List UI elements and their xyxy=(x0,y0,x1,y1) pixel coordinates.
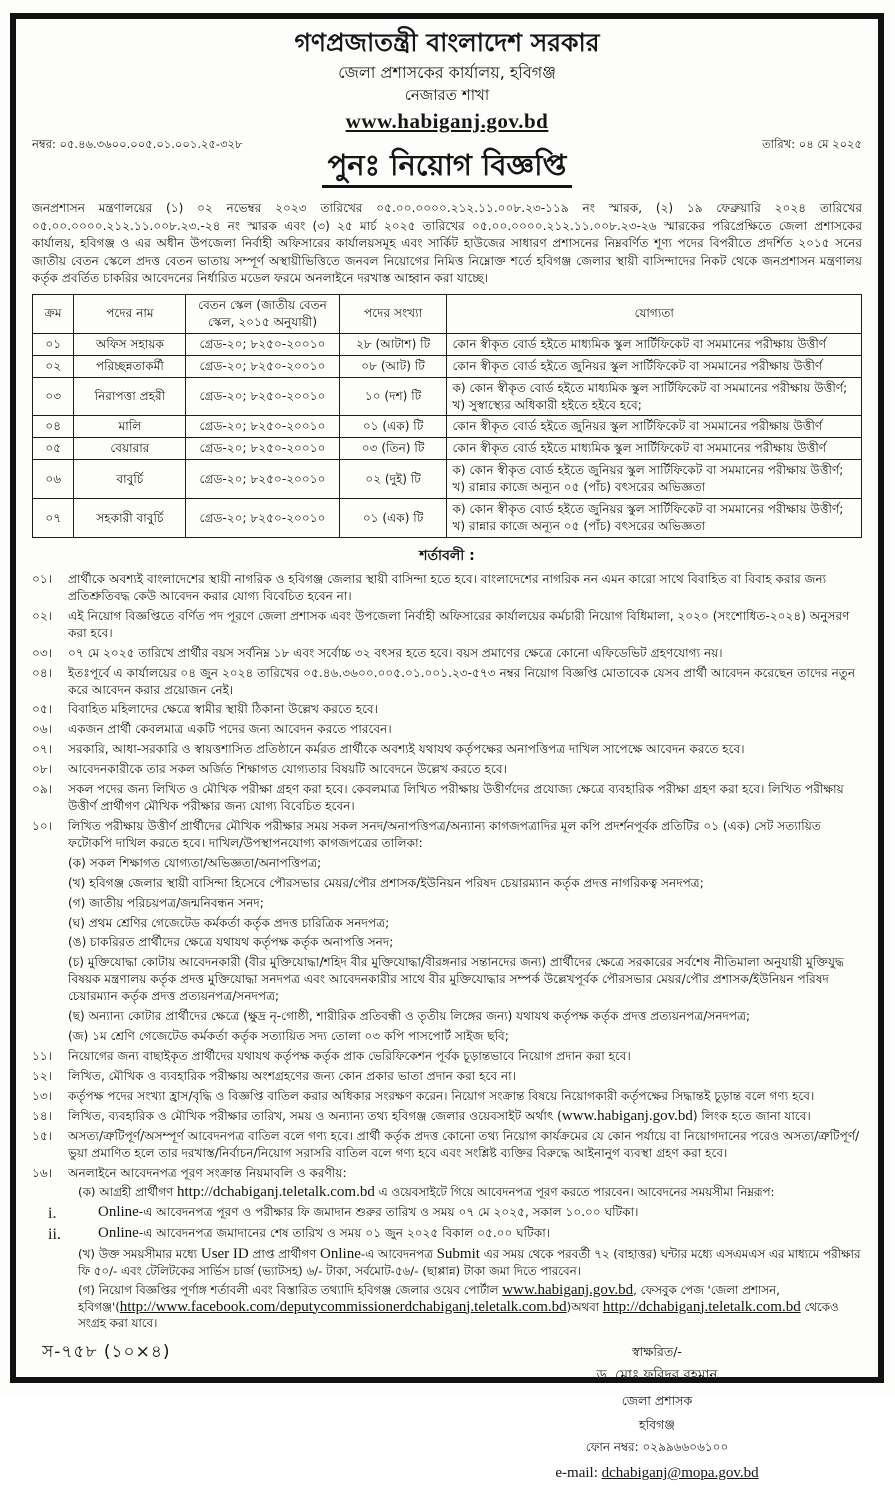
notice-title: পুনঃ নিয়োগ বিজ্ঞপ্তি xyxy=(322,148,573,188)
qualification-cell xyxy=(447,377,862,416)
inline-text: অসত্য/ত্রুটিপূর্ণ/অসম্পূর্ণ আবেদনপত্র বাতিল বলে গণ্য হবে। প্রার্থী কর্তৃক প্রদত্ত কোনো তথ্য নিয়োগ কার্যক্রমের যে কোন পর্যায়ে বা নিয়োগদানের পরেও অসত্য/ত্রুটিপূর্ণ/ভুয়া প্রমাণিত হলে তার দরখাস্ত/নির্বাচন/নিয়োগ সরাসরি বাতিল বলে গণ্য হবে এবং সংশ্লিষ্ট ব্যক্তির বিরুদ্ধে আইনানুগ ব্যবস্থা গ্রহণ করা হবে। xyxy=(68,1128,860,1160)
qualification-line: ক) কোন স্বীকৃত বোর্ড হইতে জুনিয়র স্কুল সার্টিফিকেট বা সমমানের পরীক্ষায় উত্তীর্ণ; xyxy=(452,463,844,478)
condition-item xyxy=(32,1008,862,1025)
issue-date: তারিখ: ০৪ মে ২০২৫ xyxy=(762,137,862,152)
inline-text: (ঙ) চাকরিরত প্রার্থীদের ক্ষেত্রে যথাযথ কর্তৃপক্ষ কর্তৃক অনাপত্তি সনদ; xyxy=(68,935,394,950)
condition-number: ০৩। xyxy=(32,645,53,660)
condition-item xyxy=(32,954,862,1005)
posts-table-head xyxy=(33,294,862,333)
signature-block xyxy=(492,1340,822,1488)
condition-text xyxy=(68,935,393,949)
condition-item xyxy=(32,761,862,778)
post-name: সহকারী বাবুর্চি xyxy=(74,499,186,538)
condition-item xyxy=(32,895,862,912)
qualification-line: খ) রান্নার কাজে অন্যূন ০৫ (পাঁচ) বৎসরের অভিজ্ঞতা xyxy=(452,480,706,495)
condition-item xyxy=(32,1204,862,1222)
government-title: গণপ্রজাতন্ত্রী বাংলাদেশ সরকার xyxy=(294,28,600,57)
table-row xyxy=(33,460,862,499)
qualification-cell xyxy=(447,333,862,355)
inline-text: আবেদনকারীকে তার সকল অর্জিত শিক্ষাগত যোগ্যতার বিষয়টি আবেদনে উল্লেখ করতে হবে। xyxy=(68,762,507,777)
phone-number: ফোন নম্বর: ০২৯৯৬৬০৬১০০ xyxy=(585,1440,729,1455)
inline-text: (গ) জাতীয় পরিচয়পত্র/জন্মনিবন্ধন সনদ; xyxy=(68,895,264,910)
condition-item xyxy=(32,934,862,951)
post-count: ০১ (এক) টি xyxy=(339,499,447,538)
inline-text: লিখিত পরীক্ষায় উত্তীর্ণ প্রার্থীদের মৌখিক পরীক্ষার সময় সকল সনদ/অনাপত্তিপত্র/অন্যান্য কাগজপত্রাদির মূল কপি প্রদর্শনপূর্বক প্রতিটির ০১ (এক) সেট সত্যায়িত ফটোকপি দাখিল করতে হবে। দাখিল/উপস্থাপনযোগ্য কাগজপত্রের তালিকা: xyxy=(68,818,821,850)
qualification-line: খ) সুস্বাস্থ্যের অধিকারী হইতে হইবে হবে; xyxy=(452,397,642,412)
inline-text: সরকারি, আধা-সরকারি ও স্বায়ত্তশাসিত প্রতিষ্ঠানে কর্মরত প্রার্থীকে অবশ্যই যথাযথ কর্তৃপক্ষের অনাপত্তিপত্র দাখিল সাপেক্ষে আবেদন করতে হবে। xyxy=(68,742,745,757)
condition-item xyxy=(32,1128,862,1162)
row-serial: ০২ xyxy=(33,355,74,377)
signed-label: স্বাক্ষরিত/- xyxy=(632,1343,682,1359)
condition-text xyxy=(78,1283,839,1330)
condition-number: ০৯। xyxy=(32,782,53,797)
row-serial: ০৫ xyxy=(33,438,74,460)
condition-text xyxy=(68,818,862,852)
inline-text: User ID xyxy=(200,1245,249,1262)
conditions-list xyxy=(32,571,862,1332)
inline-text: (ক) সকল শিক্ষাগত যোগ্যতা/অভিজ্ঞতা/অনাপত্তিপত্র; xyxy=(68,855,322,870)
pay-scale: গ্রেড-২০; ৮২৫০-২০০১০ xyxy=(186,499,339,538)
condition-number: ০৭। xyxy=(32,742,53,757)
post-name: নিরাপত্তা প্রহরী xyxy=(74,377,186,416)
inline-text: (খ) উক্ত সময়সীমার মধ্যে xyxy=(78,1246,201,1261)
condition-item xyxy=(32,1225,862,1243)
inline-text: কর্তৃপক্ষ পদের সংখ্যা হ্রাস/বৃদ্ধি ও বিজ্ঞপ্তি বাতিল করার অধিকার সংরক্ষণ করেন। নিয়োগ সংক্রান্ত বিষয়ে নিয়োগকারী কর্তৃপক্ষের সিদ্ধান্তই চূড়ান্ত বলে গণ্য হবে। xyxy=(68,1088,815,1103)
condition-number: ০৮। xyxy=(32,762,53,777)
footer-reference: স-৭৫৮ (১০×৪) xyxy=(42,1342,171,1362)
condition-text xyxy=(68,856,321,870)
inline-text: (ক) আগ্রহী প্রার্থীগণ xyxy=(78,1185,177,1200)
pay-scale: গ্রেড-২০; ৮২৫০-২০০১০ xyxy=(186,333,339,355)
inline-text: -এ আবেদনপত্র xyxy=(360,1246,437,1261)
condition-text xyxy=(68,1165,862,1182)
condition-text xyxy=(68,645,862,662)
inline-text: এর সময় থেকে পরবর্তী ৭২ (বাহাত্তর) ঘন্টার মধ্যে এসএমএস এর মাধ্যমে পরীক্ষার ফি ৫০/- এবং টেলিটকের সার্ভিস চার্জ (ভ্যাটসহ) ৬/- টাকা, সর্বমোট-৫৬/- (ছাপ্পান্ন) টাকা জমা দিতে পারবেন। xyxy=(78,1246,861,1278)
inline-text: একজন প্রার্থী কেবলমাত্র একটি পদের জন্য আবেদন করতে পারবেন। xyxy=(68,722,392,737)
inline-text: http://dchabiganj.teletalk.com.bd xyxy=(176,1184,375,1201)
intro-paragraph: জনপ্রশাসন মন্ত্রণালয়ের (১) ০২ নভেম্বর ২০২৩ তারিখের ০৫.০০.০০০০.২১২.১১.০০৮.২৩-১১৯ নং স্মারক, (২) ১৯ ফেব্রুয়ারি ২০২৪ তারিখের ০৫.০০.০০০০.২১২.১১.০০৮.২৩.-২৪ নং স্মারক এবং (৩) ২৫ মার্চ ২০২৫ তারিখের ০৫.০০.০০০০.২১২.১১.০০৮.২৩-২৬ স্মারকের পরিপ্রেক্ষিতে জেলা প্রশাসকের কার্যালয়, হবিগঞ্জ ও এর অধীন উপজেলা নির্বাহী অফিসারের কার্যালয়সমূহ এবং সার্কিট হাউজের সাধারণ প্রশাসনের নিম্নবর্ণিত শূণ্য পদের বিপরীতে প্রদর্শিত ২০১৫ সনের জাতীয় বেতন স্কেলে প্রদত্ত বেতন ভাতায় সম্পূর্ণ অস্থায়ীভিত্তিতে জনবল নিয়োগের নিমিত্ত নিম্নোক্ত শর্তে হবিগঞ্জ জেলার স্থায়ী বাসিন্দাদের নিকট থেকে জনপ্রশাসন মন্ত্রণালয় কর্তৃক প্রবর্তিত চাকরির আবেদনের নির্ধারিত মডেল ফরমে অনলাইনে দরখাস্ত আহ্বান করা যাচ্ছে। xyxy=(32,201,862,286)
inline-text: (খ) হবিগঞ্জ জেলার স্থায়ী বাসিন্দা হিসেবে পৌরসভার মেয়র/পৌর প্রশাসক/ইউনিয়ন পরিষদ চেয়ারম্যান কর্তৃক প্রদত্ত নাগরিকত্ব সনদপত্র; xyxy=(68,875,704,890)
condition-item xyxy=(32,665,862,699)
condition-item xyxy=(32,781,862,815)
table-row xyxy=(33,377,862,416)
post-count: ০৮ (আট) টি xyxy=(339,355,447,377)
signer-district: হবিগঞ্জ xyxy=(639,1416,675,1432)
pay-scale: গ্রেড-২০; ৮২৫০-২০০১০ xyxy=(186,377,339,416)
posts-table-body xyxy=(33,333,862,537)
qualification-cell xyxy=(447,355,862,377)
inline-text: (জ) ১ম শ্রেণি গেজেটেড কর্মকর্তা কর্তৃক সত্যায়িত সদ্য তোলা ০৩ কপি পাসপোর্ট সাইজ ছবি; xyxy=(68,1029,509,1044)
condition-number: ১৪। xyxy=(32,1108,53,1123)
pay-scale: গ্রেড-২০; ৮২৫০-২০০১০ xyxy=(186,438,339,460)
condition-item xyxy=(32,818,862,852)
inline-link[interactable]: www.habiganj.gov.bd xyxy=(502,1282,634,1299)
table-row xyxy=(33,438,862,460)
condition-text xyxy=(98,1204,862,1222)
qualification-cell xyxy=(447,416,862,438)
email-address[interactable]: dchabiganj@mopa.gov.bd xyxy=(601,1465,759,1482)
inline-text: , ফেসবুক পেজ 'জেলা প্রশাসন, হবিগঞ্জ'( xyxy=(78,1283,780,1314)
col-header-count: পদের সংখ্যা xyxy=(339,294,447,333)
condition-text xyxy=(98,1225,862,1243)
inline-link[interactable]: http://www.facebook.com/deputycommissionerdchabiganj.teletalk.com.bd xyxy=(119,1298,567,1315)
memo-number: নম্বর: ০৫.৪৬.৩৬০০.০০৫.০১.০০১.২৫-৩২৮ xyxy=(32,137,243,152)
post-count: ০১ (এক) টি xyxy=(339,416,447,438)
condition-item xyxy=(32,1088,862,1105)
signer-designation: জেলা প্রশাসক xyxy=(621,1392,693,1408)
condition-item xyxy=(32,855,862,872)
condition-item xyxy=(32,1184,862,1201)
post-count: ২৮ (আটাশ) টি xyxy=(339,333,447,355)
row-serial: ০১ xyxy=(33,333,74,355)
row-serial: ০৩ xyxy=(33,377,74,416)
condition-text xyxy=(68,916,389,930)
condition-text xyxy=(68,1048,862,1065)
qualification-line: কোন স্বীকৃত বোর্ড হইতে মাধ্যমিক স্কুল সার্টিফিকেট বা সমমানের পরীক্ষায় উত্তীর্ণ xyxy=(452,336,827,351)
signer-name: ড. মোঃ ফরিদুর রহমান xyxy=(596,1367,718,1384)
inline-text: এ ওয়েবসাইটে গিয়ে আবেদনপত্র পূরণ করতে পারবেন। আবেদনের সময়সীমা নিম্নরূপ: xyxy=(374,1185,775,1200)
col-header-post: পদের নাম xyxy=(74,294,186,333)
inline-text: নিয়োগের জন্য বাছাইকৃত প্রার্থীদের যথাযথ কর্তৃপক্ষ কর্তৃক প্রাক ভেরিফিকেশন পূর্বক চূড়ান্তভাবে নিয়োগ প্রদান করা হবে। xyxy=(68,1049,631,1064)
condition-item xyxy=(32,875,862,892)
condition-number: ০২। xyxy=(32,608,53,623)
post-count: ১০ (দশ) টি xyxy=(339,377,447,416)
condition-text xyxy=(68,1128,862,1162)
post-name: বাবুর্চি xyxy=(74,460,186,499)
inline-text: (ছ) অন্যান্য কোটার প্রার্থীদের ক্ষেত্রে (ক্ষুদ্র নৃ-গোষ্ঠী, শারীরিক প্রতিবন্ধী ও তৃতীয় লিঙ্গের জন্য) যথাযথ কর্তৃপক্ষ কর্তৃক প্রদত্ত প্রত্যয়নপত্র/সনদপত্র; xyxy=(68,1009,751,1024)
condition-text xyxy=(68,1068,862,1085)
condition-item xyxy=(32,1246,862,1279)
condition-text xyxy=(68,721,862,738)
condition-item xyxy=(32,1068,862,1085)
inline-text: ০৭ মে ২০২৫ তারিখে প্রার্থীর বয়স সর্বনিম্ন ১৮ এবং সর্বোচ্চ ৩২ বৎসর হতে হবে। বয়স প্রমাণের ক্ষেত্রে কোনো এফিডেভিট গ্রহণযোগ্য নয়। xyxy=(68,645,723,660)
inline-text: প্রাপ্ত প্রার্থীগণ xyxy=(248,1246,321,1261)
inline-text: -এ আবেদনপত্র জমাদানের শেষ তারিখ ও সময় ০১ জুন ২০২৫ বিকাল ০৫.০০ ঘটিকা। xyxy=(138,1225,551,1240)
inline-link[interactable]: http://dchabiganj.teletalk.com.bd xyxy=(602,1298,801,1315)
condition-item xyxy=(32,1165,862,1182)
table-row xyxy=(33,333,862,355)
condition-number: ১৩। xyxy=(32,1088,53,1103)
row-serial: ০৪ xyxy=(33,416,74,438)
condition-text xyxy=(68,761,862,778)
condition-number: ০১। xyxy=(32,571,53,586)
row-serial: ০৭ xyxy=(33,499,74,538)
post-name: অফিস সহায়ক xyxy=(74,333,186,355)
condition-text xyxy=(68,665,862,699)
condition-text xyxy=(68,571,862,605)
condition-item xyxy=(32,1028,862,1045)
qualification-line: কোন স্বীকৃত বোর্ড হইতে জুনিয়র স্কুল সার্টিফিকেট বা সমমানের পরীক্ষায় উত্তীর্ণ xyxy=(452,358,823,373)
table-header-row xyxy=(33,294,862,333)
inline-text: Online xyxy=(98,1224,139,1241)
condition-item xyxy=(32,915,862,932)
email-label: e-mail: xyxy=(555,1465,602,1482)
website-link[interactable]: www.habiganj.gov.bd xyxy=(345,109,549,133)
post-name: পরিচ্ছন্নতাকর্মী xyxy=(74,355,186,377)
condition-text xyxy=(68,1108,862,1125)
condition-item xyxy=(32,701,862,718)
document-header xyxy=(32,27,862,134)
condition-text xyxy=(68,781,862,815)
condition-number: i. xyxy=(48,1204,57,1222)
inline-text: (চ) মুক্তিযোদ্ধা কোটায় আবেদনকারী (বীর মুক্তিযোদ্ধা/শহিদ বীর মুক্তিযোদ্ধা/বীরঙ্গনার সন্তানদের জন্য) প্রার্থীদের ক্ষেত্রে সরকারের সর্বশেষ নীতিমালা অনুযায়ী মুক্তিযুদ্ধ বিষয়ক মন্ত্রণালয় কর্তৃক প্রদত্ত মুক্তিযোদ্ধা সনদপত্র এবং আবেদনকারীর সাথে বীর মুক্তিযোদ্ধার সম্পর্ক উল্লেখপূর্বক পৌরসভার মেয়র/পৌর প্রশাসক/ইউনিয়ন পরিষদ চেয়ারম্যান কর্তৃক প্রদত্ত প্রত্যয়নপত্র/সনদপত্র; xyxy=(68,955,844,1004)
qualification-cell xyxy=(447,460,862,499)
condition-text xyxy=(68,955,844,1003)
condition-item xyxy=(32,721,862,738)
inline-text: সকল পদের জন্য লিখিত ও মৌখিক পরীক্ষা গ্রহণ করা হবে। কেবলমাত্র লিখিত পরীক্ষায় উত্তীর্ণদের প্রযোজ্য ক্ষেত্রে ব্যবহারিক পরীক্ষা গ্রহণ করা হবে। লিখিত পরীক্ষায় উত্তীর্ণ প্রার্থীগণ মৌখিক পরীক্ষার জন্য যোগ্য বিবেচিত হবেন। xyxy=(68,782,844,814)
condition-number: ০৬। xyxy=(32,722,53,737)
condition-text xyxy=(68,608,862,642)
email-line xyxy=(492,1459,822,1488)
condition-item xyxy=(32,571,862,605)
condition-number: ০৪। xyxy=(32,665,53,680)
post-count: ০২ (দুই) টি xyxy=(339,460,447,499)
col-header-serial: ক্রম xyxy=(33,294,74,333)
condition-number: ১১। xyxy=(32,1049,53,1064)
inline-text: -এ আবেদনপত্র পূরণ ও পরীক্ষার ফি জমাদান শুরুর তারিখ ও সময় ০৭ মে ২০২৫, সকাল ১০.০০ ঘটিকা। xyxy=(138,1204,639,1219)
table-row xyxy=(33,499,862,538)
post-count: ০৩ (তিন) টি xyxy=(339,438,447,460)
condition-number: ii. xyxy=(48,1225,61,1243)
pay-scale: গ্রেড-২০; ৮২৫০-২০০১০ xyxy=(186,416,339,438)
inline-text: Online xyxy=(98,1203,139,1220)
posts-table xyxy=(32,294,862,538)
post-name: বেয়ারার xyxy=(74,438,186,460)
condition-item xyxy=(32,608,862,642)
document-frame xyxy=(10,13,884,1482)
inline-text: থেকেও সংগ্রহ করা যাবে। xyxy=(78,1299,839,1331)
condition-item xyxy=(32,1108,862,1125)
condition-number: ১০। xyxy=(32,818,53,833)
inline-text: (ঘ) প্রথম শ্রেণির গেজেটেড কর্মকর্তা কর্তৃক প্রদত্ত চারিত্রিক সনদপত্র; xyxy=(68,915,390,930)
condition-number: ১৬। xyxy=(32,1165,53,1180)
inline-text: www.habiganj.gov.bd xyxy=(561,1107,693,1124)
condition-item xyxy=(32,741,862,758)
table-row xyxy=(33,355,862,377)
condition-number: ০৫। xyxy=(32,702,53,717)
inline-text: ইতঃপূর্বে এ কার্যালয়ের ০৪ জুন ২০২৪ তারিখের ০৫.৪৬.৩৬০০.০০৫.০১.০০১.২৩-৫৭৩ নম্বর নিয়োগ বিজ্ঞপ্তি মোতাবেক যেসব প্রার্থী আবেদন করেছেন তাদের নতুন করে আবেদন করার প্রয়োজন নেই। xyxy=(68,665,856,697)
inline-text: এই নিয়োগ বিজ্ঞপ্তিতে বর্ণিত পদ পূরণে জেলা প্রশাসক এবং উপজেলা নির্বাহী অফিসারের কার্যালয়ের কর্মচারী নিয়োগ বিধিমালা, ২০২০ (সংশোধিত-২০২৪) অনুসরণ করা হবে। xyxy=(68,608,850,640)
inline-text: লিখিত, ব্যবহারিক ও মৌখিক পরীক্ষার তারিখ, সময় ও অন্যান্য তথ্য হবিগঞ্জ জেলার ওয়েবসাইট অর্থাৎ ( xyxy=(68,1108,562,1123)
qualification-line: ক) কোন স্বীকৃত বোর্ড হইতে জুনিয়র স্কুল সার্টিফিকেট বা সমমানের পরীক্ষায় উত্তীর্ণ; xyxy=(452,502,844,517)
inline-text: প্রার্থীকে অবশ্যই বাংলাদেশের স্থায়ী নাগরিক ও হবিগঞ্জ জেলার স্থায়ী বাসিন্দা হতে হবে। বাংলাদেশের নাগরিক নন এমন কারো সাথে বিবাহিত বা বিবাহ করার জন্য প্রতিশ্রুতিবদ্ধ কেউ আবেদন করার যোগ্য বিবেচিত হবেন না। xyxy=(68,571,827,603)
inline-text: ) লিংক হতে জানা যাবে। xyxy=(692,1108,811,1123)
inline-text: )অথবা xyxy=(566,1299,603,1314)
office-name: জেলা প্রশাসকের কার্যালয়, হবিগঞ্জ xyxy=(338,63,556,83)
condition-text xyxy=(68,896,264,910)
qualification-cell xyxy=(447,499,862,538)
table-row xyxy=(33,416,862,438)
inline-text: Online xyxy=(320,1245,361,1262)
qualification-line: কোন স্বীকৃত বোর্ড হইতে জুনিয়র স্কুল সার্টিফিকেট বা সমমানের পরীক্ষায় উত্তীর্ণ xyxy=(452,419,823,434)
condition-item xyxy=(32,1282,862,1332)
conditions-heading: শর্তাবলী : xyxy=(419,547,475,564)
condition-text xyxy=(68,1088,862,1105)
qualification-line: কোন স্বীকৃত বোর্ড হইতে মাধ্যমিক স্কুল সার্টিফিকেট বা সমমানের পরীক্ষায় উত্তীর্ণ xyxy=(452,441,827,456)
condition-text xyxy=(68,741,862,758)
condition-text xyxy=(78,1185,775,1199)
condition-text xyxy=(78,1247,860,1278)
condition-item xyxy=(32,1048,862,1065)
inline-text: লিখিত, মৌখিক ও ব্যবহারিক পরীক্ষায় অংশগ্রহণের জন্য কোন প্রকার ভাতা প্রদান করা হবে না। xyxy=(68,1068,516,1083)
inline-text: (গ) নিয়োগ বিজ্ঞপ্তির পূর্ণাঙ্গ শর্তাবলী এবং বিস্তারিত তথ্যাদি হবিগঞ্জ জেলার ওয়েব পোর্টাল xyxy=(78,1283,503,1298)
qualification-line: খ) রান্নার কাজে অন্যূন ০৫ (পাঁচ) বৎসরের অভিজ্ঞতা xyxy=(452,519,706,534)
col-header-scale: বেতন স্কেল (জাতীয় বেতন স্কেল, ২০১৫ অনুযায়ী) xyxy=(186,294,339,333)
inline-text: অনলাইনে আবেদনপত্র পূরণ সংক্রান্ত নিয়মাবলি ও করণীয়: xyxy=(68,1165,347,1180)
post-name: মালি xyxy=(74,416,186,438)
qualification-line: ক) কোন স্বীকৃত বোর্ড হইতে মাধ্যমিক স্কুল সার্টিফিকেট বা সমমানের পরীক্ষায় উত্তীর্ণ; xyxy=(452,380,848,395)
condition-text xyxy=(68,876,704,890)
branch-name: নেজারত শাখা xyxy=(404,86,490,105)
inline-text: Submit xyxy=(436,1245,480,1262)
col-header-qualification: যোগ্যতা xyxy=(447,294,862,333)
condition-number: ১৫। xyxy=(32,1128,53,1143)
condition-text xyxy=(68,1029,509,1043)
condition-text xyxy=(68,701,862,718)
pay-scale: গ্রেড-২০; ৮২৫০-২০০১০ xyxy=(186,355,339,377)
row-serial: ০৬ xyxy=(33,460,74,499)
pay-scale: গ্রেড-২০; ৮২৫০-২০০১০ xyxy=(186,460,339,499)
condition-number: ১২। xyxy=(32,1068,53,1083)
inline-text: বিবাহিত মহিলাদের ক্ষেত্রে স্বামীর স্থায়ী ঠিকানা উল্লেখ করতে হবে। xyxy=(68,702,378,717)
condition-item xyxy=(32,645,862,662)
condition-text xyxy=(68,1009,750,1023)
qualification-cell xyxy=(447,438,862,460)
